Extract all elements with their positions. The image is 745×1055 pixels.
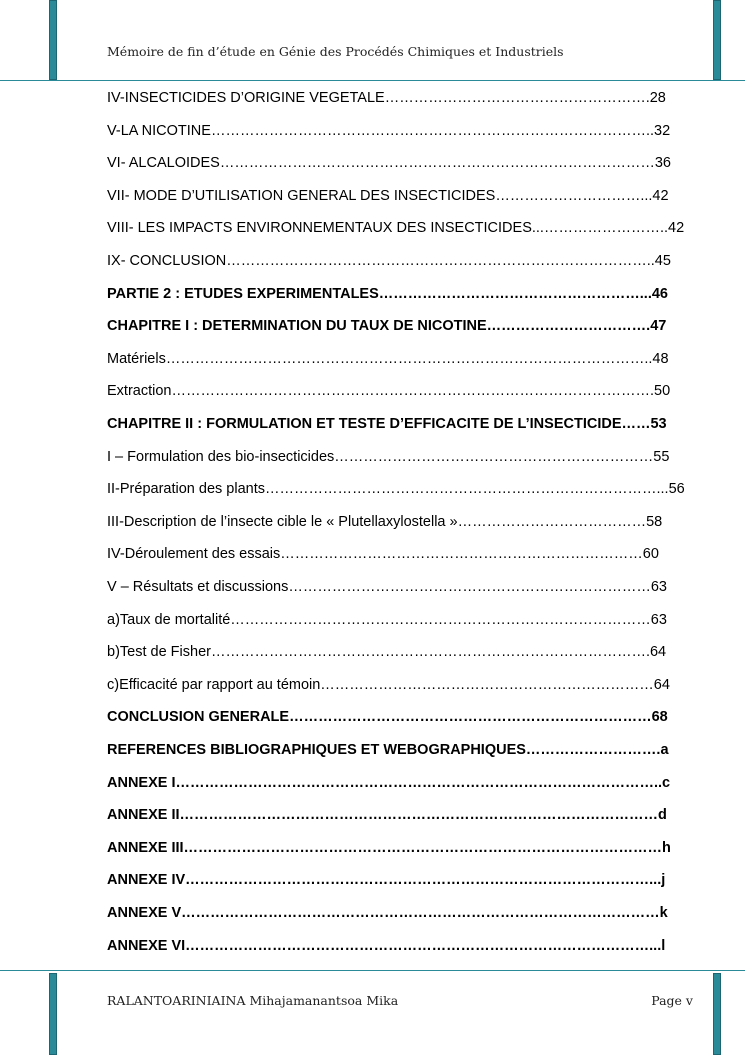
- footer-rule: [0, 970, 745, 971]
- toc-entry: REFERENCES BIBLIOGRAPHIQUES ET WEBOGRAPHIQUES……………………….a: [107, 742, 669, 758]
- toc-entry: IV-INSECTICIDES D’ORIGINE VEGETALE……………………………………………….28: [107, 90, 666, 106]
- toc-entry: V-LA NICOTINE………………………………………………………………………………..32: [107, 122, 671, 139]
- toc-entry: Extraction……………………………………………………………………………………….50: [107, 383, 671, 400]
- toc-entry: IV-Déroulement des essais…………………………………………………………………60: [107, 546, 659, 563]
- toc-entry: ANNEXE VI……………………………………………………………………………………...l: [107, 937, 666, 954]
- page-number: Page v: [651, 993, 693, 1008]
- toc-entry: ANNEXE I………………………………………………………………………………………..c: [107, 774, 671, 791]
- toc-entry: VII- MODE D’UTILISATION GENERAL DES INSECTICIDES…………………………...42: [107, 187, 669, 204]
- top-right-bar: [713, 0, 721, 80]
- footer-author: RALANTOARINIAINA Mihajamanantsoa Mika: [107, 993, 399, 1008]
- toc-entry: ANNEXE V………………………………………………………………………………………k: [107, 905, 668, 921]
- bottom-right-bar: [713, 973, 721, 1055]
- toc-entry: I – Formulation des bio-insecticides…………………………………………………………55: [107, 448, 670, 465]
- toc-entry: CHAPITRE I : DETERMINATION DU TAUX DE NICOTINE…………………………….47: [107, 318, 667, 335]
- top-left-bar: [49, 0, 57, 80]
- toc-entry: Matériels………………………………………………………………………………………..48: [107, 350, 669, 367]
- toc-entry: V – Résultats et discussions…………………………………………………………………63: [107, 579, 667, 595]
- bottom-left-bar: [49, 973, 57, 1055]
- toc-entry: ANNEXE IV……………………………………………………………………………………...j: [107, 872, 666, 889]
- toc-entry: VI- ALCALOIDES………………………………………………………………………………36: [107, 155, 671, 172]
- toc-entry: CHAPITRE II : FORMULATION ET TESTE D’EFFICACITE DE L’INSECTICIDE……53: [107, 416, 667, 432]
- toc-entry: a)Taux de mortalité……………………………………………………………………………63: [107, 611, 667, 628]
- header-title: Mémoire de fin d’étude en Génie des Procédés Chimiques et Industriels: [107, 44, 564, 59]
- toc-entry: ANNEXE II………………………………………………………………………………………d: [107, 807, 667, 824]
- toc-entry: III-Description de l’insecte cible le « Plutellaxylostella »…………………………………58: [107, 513, 663, 530]
- toc-entry: c)Efficacité par rapport au témoin……………………………………………………………64: [107, 676, 670, 693]
- toc-entry: VIII- LES IMPACTS ENVIRONNEMENTAUX DES INSECTICIDES...……………………..42: [107, 220, 685, 237]
- toc-entry: IX- CONCLUSION……………………………………………………………………………..45: [107, 253, 671, 269]
- toc-entry: PARTIE 2 : ETUDES EXPERIMENTALES………………………………………………...46: [107, 285, 668, 302]
- header-rule: [0, 80, 745, 81]
- toc-entry: b)Test de Fisher……………………………………………………………………………….64: [107, 644, 667, 661]
- toc-entry: CONCLUSION GENERALE…………………………………………………………………68: [107, 709, 668, 726]
- toc-entry: ANNEXE III………………………………………………………………………………………h: [107, 839, 671, 856]
- toc-entry: II-Préparation des plants………………………………………………………………………...56: [107, 481, 685, 498]
